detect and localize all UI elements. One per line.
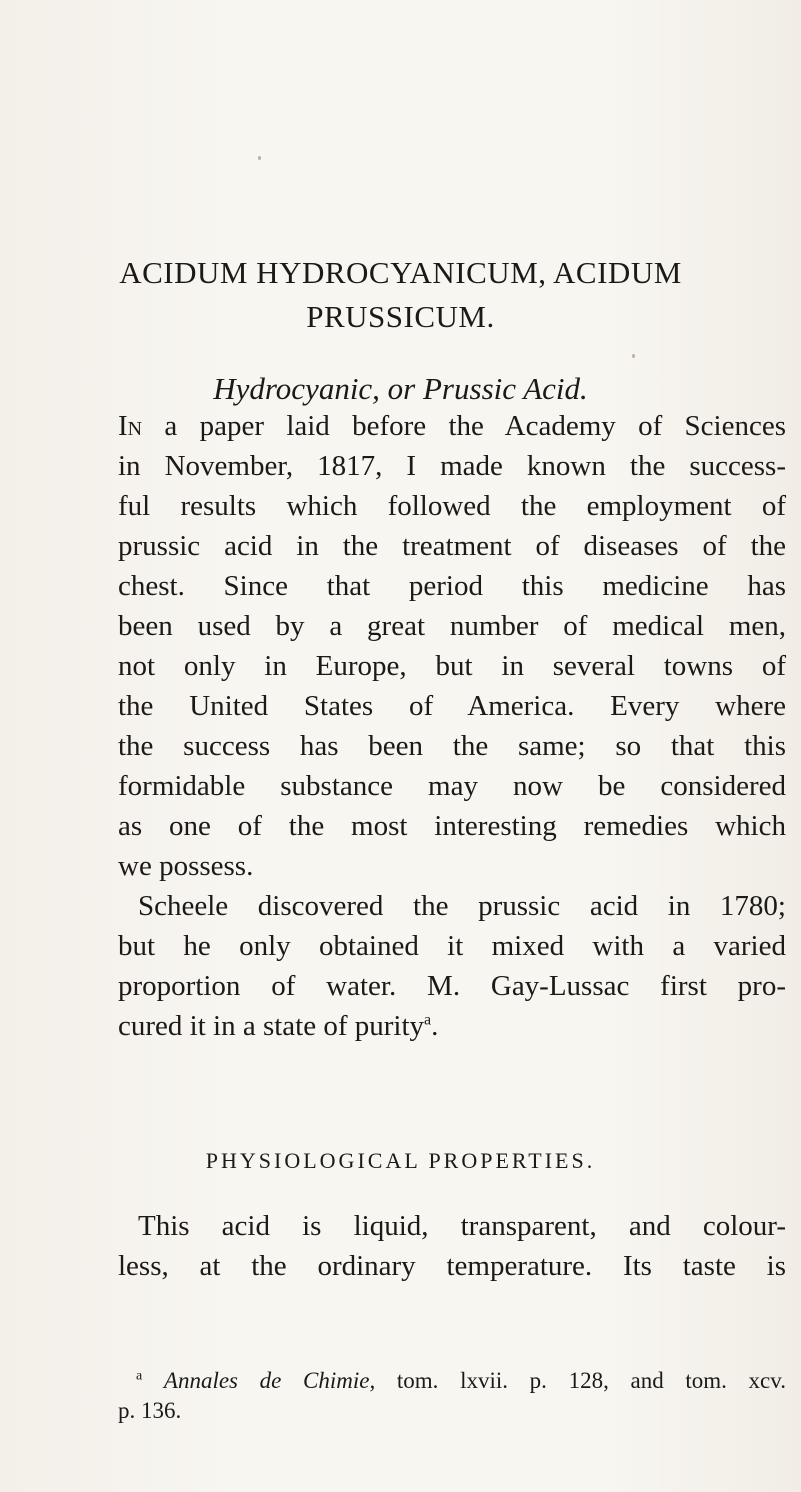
- footnote-mark: a: [136, 1368, 143, 1384]
- text-line: less, at the ordinary temperature. Its taste is: [118, 1250, 786, 1282]
- text-line-content: cured it in a state of purity: [118, 1010, 425, 1042]
- footnote-citation: tom. lxvii. p. 128, and tom. xcv.: [375, 1368, 787, 1393]
- text-line: chest. Since that period this medicine has: [118, 570, 786, 602]
- footnote: [118, 1366, 786, 1426]
- page-title-line-1: ACIDUM HYDROCYANICUM, ACIDUM: [119, 255, 682, 290]
- text-line-content: a paper laid before the Academy of Sciences: [142, 410, 786, 442]
- text-line: [118, 1006, 786, 1046]
- drop-lead-word: In: [118, 410, 143, 442]
- section-heading: PHYSIOLOGICAL PROPERTIES.: [205, 1148, 596, 1173]
- page-title-line-2: PRUSSICUM.: [306, 299, 495, 334]
- sentence-end: .: [431, 1010, 439, 1042]
- text-line: in November, 1817, I made known the success-: [118, 450, 786, 482]
- paragraph-3: [118, 1206, 786, 1286]
- footnote-line-2: p. 136.: [118, 1398, 182, 1423]
- text-line: been used by a great number of medical men,: [118, 610, 786, 642]
- text-line: the success has been the same; so that this: [118, 730, 786, 762]
- footnote-line-1: [118, 1366, 786, 1396]
- text-line: we possess.: [118, 850, 254, 882]
- text-line: ful results which followed the employment of: [118, 490, 786, 522]
- text-line: proportion of water. M. Gay-Lussac first pro-: [118, 970, 786, 1002]
- text-line: as one of the most interesting remedies which: [118, 810, 786, 842]
- paper-speck: [632, 354, 635, 358]
- text-line: the United States of America. Every where: [118, 690, 786, 722]
- text-line: formidable substance may now be considered: [118, 770, 786, 802]
- text-line: Scheele discovered the prussic acid in 1780;: [138, 890, 786, 922]
- paragraph-2: [118, 886, 786, 1046]
- text-line: not only in Europe, but in several towns of: [118, 650, 786, 682]
- footnote-reference[interactable]: a: [424, 1011, 432, 1029]
- text-line: prussic acid in the treatment of diseases of the: [118, 530, 786, 562]
- footnote-source-title: Annales de Chimie,: [163, 1368, 376, 1393]
- paragraph-1: [118, 406, 786, 886]
- paper-speck: [258, 156, 261, 160]
- text-line: This acid is liquid, transparent, and colour-: [138, 1210, 786, 1242]
- text-line: [118, 406, 786, 446]
- page-subtitle: Hydrocyanic, or Prussic Acid.: [213, 371, 588, 406]
- text-line: but he only obtained it mixed with a varied: [118, 930, 786, 962]
